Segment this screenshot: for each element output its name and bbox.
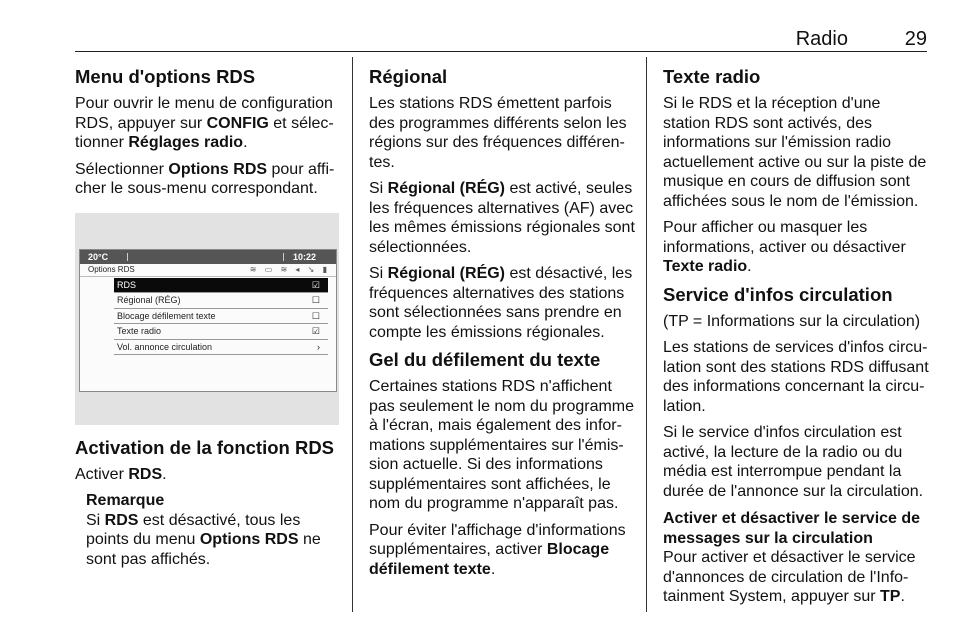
paragraph: Si Régional (RÉG) est désactivé, les fréquences alternatives des stations sont sélectionnées sans prendre en compte les émissions régionales. <box>369 265 633 341</box>
checkbox-icon[interactable]: ☑ <box>311 326 320 336</box>
section-heading: Menu d'options RDS <box>75 66 256 87</box>
temperature: 20°C <box>88 251 109 262</box>
note-title: Remarque <box>86 492 165 509</box>
paragraph: Les stations RDS émettent parfois des programmes différents selon les régions sur des fréquences différentes. <box>369 95 627 171</box>
paragraph: Pour afficher ou masquer les informations, activer ou désactiver Texte radio. <box>663 219 906 275</box>
menu-item-ta-volume[interactable]: Vol. annonce circulation › <box>114 340 328 356</box>
checkbox-icon[interactable]: ☐ <box>311 310 320 321</box>
paragraph: Sélectionner Options RDS pour afficher le sous-menu correspondant. <box>75 160 335 197</box>
paragraph: (TP = Informations sur la circulation) <box>663 312 921 330</box>
column-2 <box>369 63 635 586</box>
paragraph: Les stations de services d'infos circulation sont des stations RDS diffusant des informations concernant la circulation. <box>663 339 929 415</box>
menu-item-text-scroll-freeze[interactable]: Blocage défilement texte ☐ <box>114 309 328 325</box>
note-box <box>75 491 347 569</box>
paragraph: Si le RDS et la réception d'une station RDS sont activés, des informations sur l'émission radio actuellement active ou sur la piste de musique en cours de diffusion sont affichées sous le nom de l'émission. <box>663 95 927 210</box>
menu-title: Options RDS <box>88 264 135 274</box>
chevron-right-icon[interactable]: › <box>317 341 320 352</box>
divider <box>283 253 284 261</box>
note-text: Si RDS est désactivé, tous les points du menu Options RDS ne sont pas affichés. <box>86 511 321 568</box>
section-heading: Régional <box>369 66 448 87</box>
status-icons: ≋ ▭ ≋ ◂ ↘ ▮ <box>249 264 330 274</box>
checkbox-icon[interactable]: ☑ <box>311 279 320 290</box>
column-3 <box>663 63 929 614</box>
menu-item-regional[interactable]: Régional (RÉG) ☐ <box>114 293 328 309</box>
infotainment-screen <box>79 249 337 392</box>
paragraph: Si le service d'infos circulation est activé, la lecture de la radio ou du média est interrompue pendant la durée de l'annonce sur la circulation. <box>663 424 924 500</box>
page-header <box>0 0 960 52</box>
section-heading: Texte radio <box>663 66 761 87</box>
paragraph: Si Régional (RÉG) est activé, seules les fréquences alternatives (AF) avec les mêmes émissions régionales sont sélectionnées. <box>369 180 635 256</box>
subsection-heading: Activer et désactiver le service de messages sur la circulation <box>663 510 921 547</box>
section-heading: Gel du défilement du texte <box>369 349 601 370</box>
clock: 10:22 <box>292 251 316 262</box>
paragraph: Pour ouvrir le menu de configuration RDS, appuyer sur CONFIG et sélectionner Réglages radio. <box>75 95 334 151</box>
paragraph: Activer RDS. <box>75 465 167 483</box>
screen-status-bar <box>80 250 336 264</box>
checkbox-icon[interactable]: ☐ <box>311 295 320 305</box>
column-divider <box>352 57 353 612</box>
paragraph: Pour activer et désactiver le service d'annonces de circulation de l'Infotainment System, appuyer sur TP. <box>663 549 916 605</box>
column-divider <box>646 57 647 612</box>
screen-title-bar <box>80 264 336 277</box>
menu-item-rds[interactable]: RDS ☑ <box>114 278 328 294</box>
menu-item-radio-text[interactable]: Texte radio ☑ <box>114 324 328 340</box>
running-title: Radio <box>795 28 848 50</box>
section-heading: Service d'infos circulation <box>663 283 893 305</box>
paragraph: Pour éviter l'affichage d'informations supplémentaires, activer Blocage défilement texte. <box>369 521 626 578</box>
screenshot-options-rds <box>75 213 339 425</box>
page-number: 29 <box>904 28 927 50</box>
divider <box>127 253 128 261</box>
column-1 <box>75 63 347 569</box>
header-rule <box>75 51 927 52</box>
section-heading: Activation de la fonction RDS <box>75 436 335 458</box>
rds-options-menu <box>114 278 328 356</box>
paragraph: Certaines stations RDS n'affichent pas seulement le nom du programme à l'écran, mais également des informations supplémentaires sur l'émission actuelle. Si des informations supplémentaires sont affichées, le nom du programme n'apparaît pas. <box>369 378 635 512</box>
